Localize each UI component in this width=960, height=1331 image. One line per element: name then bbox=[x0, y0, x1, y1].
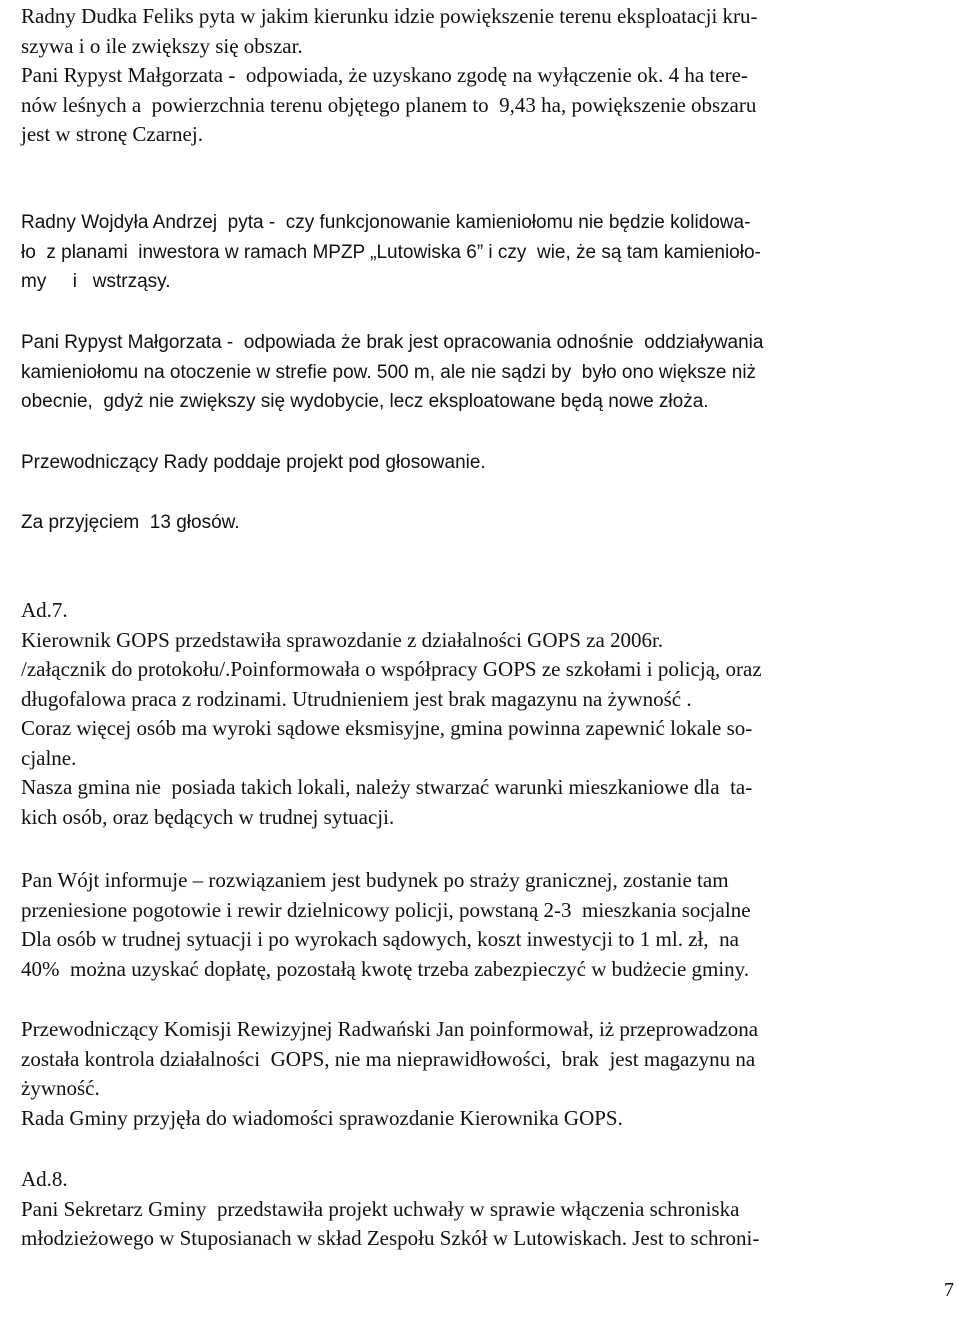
text-line: nów leśnych a powierzchnia terenu objętego planem to 9,43 ha, powiększenie obszaru bbox=[21, 92, 757, 117]
text-line: Coraz więcej osób ma wyroki sądowe eksmisyjne, gmina powinna zapewnić lokale so- bbox=[21, 716, 753, 740]
text-line: /załącznik do protokołu/.Poinformowała o współpracy GOPS ze szkołami i policją, oraz bbox=[21, 657, 762, 681]
text-line: kamieniołomu na otoczenie w strefie pow. 500 m, ale nie sądzi by było ono większe niż bbox=[21, 361, 757, 383]
text-line: kich osób, oraz będących w trudnej sytuacji. bbox=[21, 804, 395, 829]
paragraph-dudka-question bbox=[21, 2, 758, 150]
paragraph-rypyst-answer bbox=[21, 328, 763, 417]
text-line: Kierownik GOPS przedstawiła sprawozdanie z działalności GOPS za 2006r. bbox=[21, 627, 664, 652]
text-line: Rada Gminy przyjęła do wiadomości sprawozdanie Kierownika GOPS. bbox=[21, 1105, 623, 1130]
text-line: ło z planami inwestora w ramach MPZP „Lutowiska 6” i czy wie, że są tam kamienioło- bbox=[21, 241, 761, 263]
paragraph-vote-result bbox=[21, 508, 240, 538]
text-line: szywa i o ile zwiększy się obszar. bbox=[21, 33, 303, 58]
text-line: przeniesione pogotowie i rewir dzielnicowy policji, powstaną 2-3 mieszkania socjalne bbox=[21, 897, 751, 922]
section-ad-8 bbox=[21, 1165, 759, 1254]
text-line: jest w stronę Czarnej. bbox=[21, 122, 203, 146]
section-ad-7 bbox=[21, 596, 762, 832]
text-line: obecnie, gdyż nie zwiększy się wydobycie, lecz eksploatowane będą nowe złoża. bbox=[21, 391, 709, 412]
page-number: 7 bbox=[944, 1279, 954, 1301]
paragraph-voting-announcement bbox=[21, 448, 486, 478]
text-line: 40% można uzyskać dopłatę, pozostałą kwotę trzeba zabezpieczyć w budżecie gminy. bbox=[21, 956, 750, 981]
text-line: Radny Dudka Feliks pyta w jakim kierunku idzie powiększenie terenu eksploatacji kru- bbox=[21, 4, 758, 28]
text-line: Radny Wojdyła Andrzej pyta - czy funkcjonowanie kamieniołomu nie będzie kolidowa- bbox=[21, 212, 751, 233]
text-line: Pani Rypyst Małgorzata - odpowiada że brak jest opracowania odnośnie oddziaływania bbox=[21, 332, 764, 353]
text-line: Przewodniczący Komisji Rewizyjnej Radwański Jan poinformował, iż przeprowadzona bbox=[21, 1017, 759, 1041]
section-heading: Ad.8. bbox=[21, 1167, 68, 1191]
text-line: my i wstrząsy. bbox=[21, 271, 171, 292]
text-line: Pani Sekretarz Gminy przedstawiła projekt uchwały w sprawie włączenia schroniska bbox=[21, 1196, 740, 1221]
text-line: Za przyjęciem 13 głosów. bbox=[21, 512, 240, 533]
text-line: młodzieżowego w Stuposianach w skład Zespołu Szkół w Lutowiskach. Jest to schroni- bbox=[21, 1226, 760, 1250]
text-line: cjalne. bbox=[21, 745, 77, 770]
text-line: Nasza gmina nie posiada takich lokali, należy stwarzać warunki mieszkaniowe dla ta- bbox=[21, 775, 753, 799]
text-line: żywność. bbox=[21, 1076, 100, 1100]
text-line: Dla osób w trudnej sytuacji i po wyrokach sądowych, koszt inwestycji to 1 ml. zł, na bbox=[21, 927, 739, 951]
paragraph-revision-committee bbox=[21, 1015, 758, 1133]
text-line: Pan Wójt informuje – rozwiązaniem jest budynek po straży granicznej, zostanie tam bbox=[21, 868, 729, 892]
text-line: Przewodniczący Rady poddaje projekt pod głosowanie. bbox=[21, 452, 486, 473]
paragraph-wojt-info bbox=[21, 866, 751, 984]
text-line: Pani Rypyst Małgorzata - odpowiada, że uzyskano zgodę na wyłączenie ok. 4 ha tere- bbox=[21, 63, 748, 87]
paragraph-wojdyla-question bbox=[21, 208, 761, 297]
text-line: długofalowa praca z rodzinami. Utrudnieniem jest brak magazynu na żywność . bbox=[21, 686, 692, 711]
text-line: została kontrola działalności GOPS, nie ma nieprawidłowości, brak jest magazynu na bbox=[21, 1046, 756, 1071]
section-heading: Ad.7. bbox=[21, 598, 68, 622]
